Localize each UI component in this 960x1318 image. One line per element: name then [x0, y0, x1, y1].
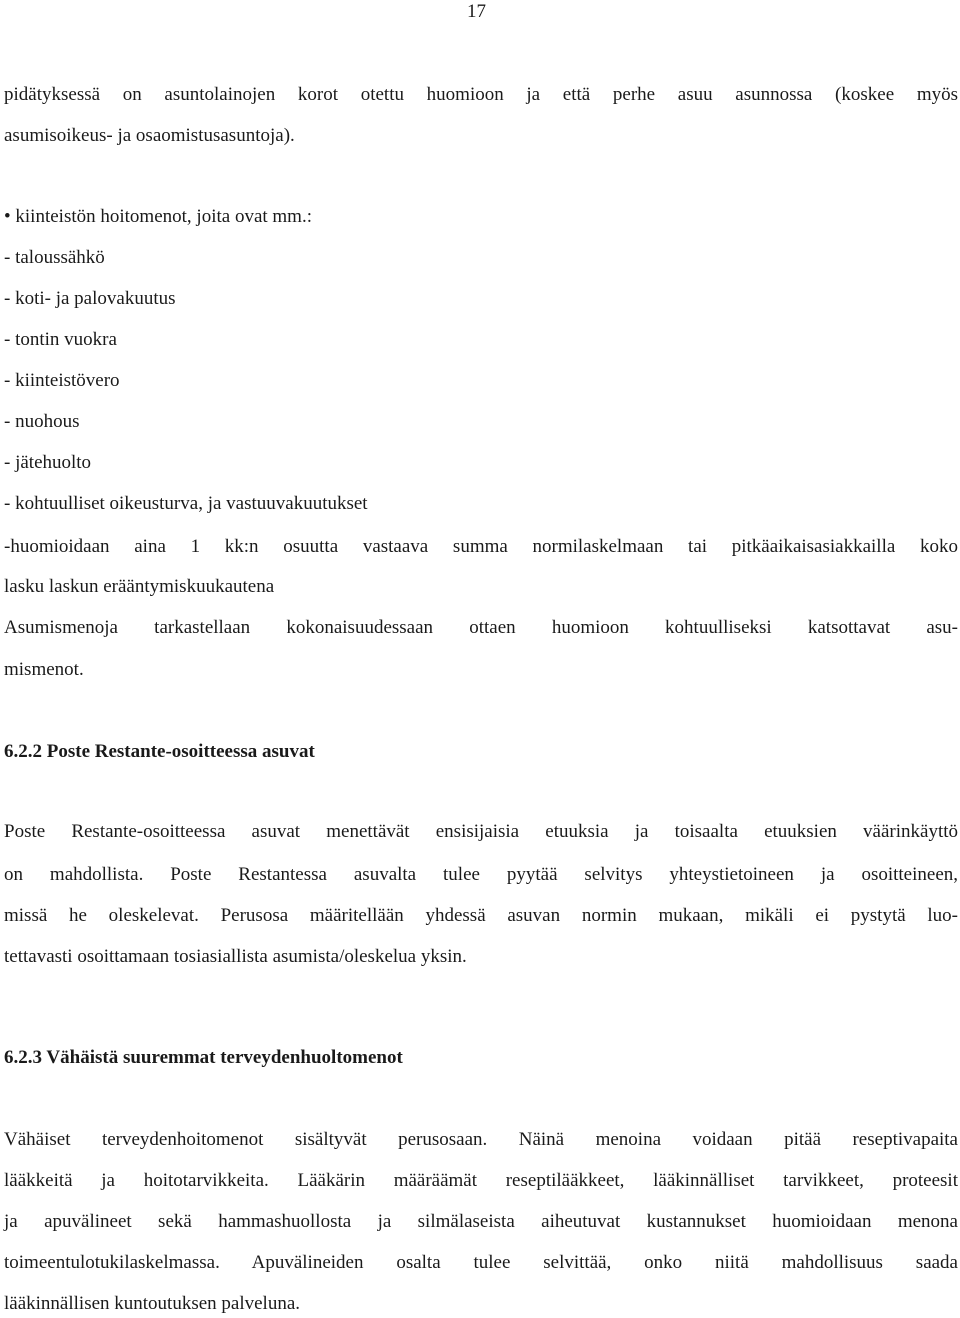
- text-line: mismenot.: [4, 659, 84, 680]
- list-item: - kohtuulliset oikeusturva, ja vastuuvakuutukset: [4, 493, 368, 514]
- list-item: - kiinteistövero: [4, 370, 120, 391]
- text-line: lääkinnällisen kuntoutuksen palveluna.: [4, 1293, 301, 1314]
- section-heading: 6.2.2 Poste Restante-osoitteessa asuvat: [4, 741, 315, 762]
- text-line: Poste Restante-osoitteessa asuvat menettävät ensisijaisia etuuksia ja toisaalta etuuksien väärinkäyttö: [4, 821, 958, 842]
- text-line: pidätyksessä on asuntolainojen korot otettu huomioon ja että perhe asuu asunnossa (koskee myös: [4, 84, 958, 105]
- list-item: - koti- ja palovakuutus: [4, 288, 176, 309]
- list-item: - tontin vuokra: [4, 329, 117, 350]
- list-item: - jätehuolto: [4, 452, 92, 473]
- text-line: missä he oleskelevat. Perusosa määritellään yhdessä asuvan normin mukaan, mikäli ei pystytä luo-: [4, 905, 958, 926]
- text-line: tettavasti osoittamaan tosiasiallista asumista/oleskelua yksin.: [4, 946, 467, 967]
- text-line: toimeentulotukilaskelmassa. Apuvälineiden osalta tulee selvittää, onko niitä mahdollisuus saada: [4, 1252, 958, 1273]
- text-line: on mahdollista. Poste Restantessa asuvalta tulee pyytää selvitys yhteystietoineen ja osoitteineen,: [4, 864, 958, 885]
- text-line: lääkkeitä ja hoitotarvikkeita. Lääkärin määräämät reseptilääkkeet, lääkinnälliset tarvikkeet, proteesit: [4, 1170, 958, 1191]
- page-number: 17: [467, 1, 486, 22]
- text-line: asumisoikeus- ja osaomistusasuntoja).: [4, 125, 295, 146]
- list-item: - taloussähkö: [4, 247, 105, 268]
- list-item: - nuohous: [4, 411, 80, 432]
- text-line: Asumismenoja tarkastellaan kokonaisuudessaan ottaen huomioon kohtuulliseksi katsottavat asu-: [4, 617, 958, 638]
- text-line: Vähäiset terveydenhoitomenot sisältyvät perusosaan. Näinä menoina voidaan pitää reseptivapaita: [4, 1129, 958, 1150]
- text-line: -huomioidaan aina 1 kk:n osuutta vastaava summa normilaskelmaan tai pitkäaikaisasiakkailla koko: [4, 536, 958, 557]
- bullet-item: • kiinteistön hoitomenot, joita ovat mm.:: [4, 206, 312, 227]
- text-line: lasku laskun erääntymiskuukautena: [4, 576, 275, 597]
- text-line: ja apuvälineet sekä hammashuollosta ja silmälaseista aiheutuvat kustannukset huomioidaan menona: [4, 1211, 958, 1232]
- section-heading: 6.2.3 Vähäistä suuremmat terveydenhuoltomenot: [4, 1047, 403, 1068]
